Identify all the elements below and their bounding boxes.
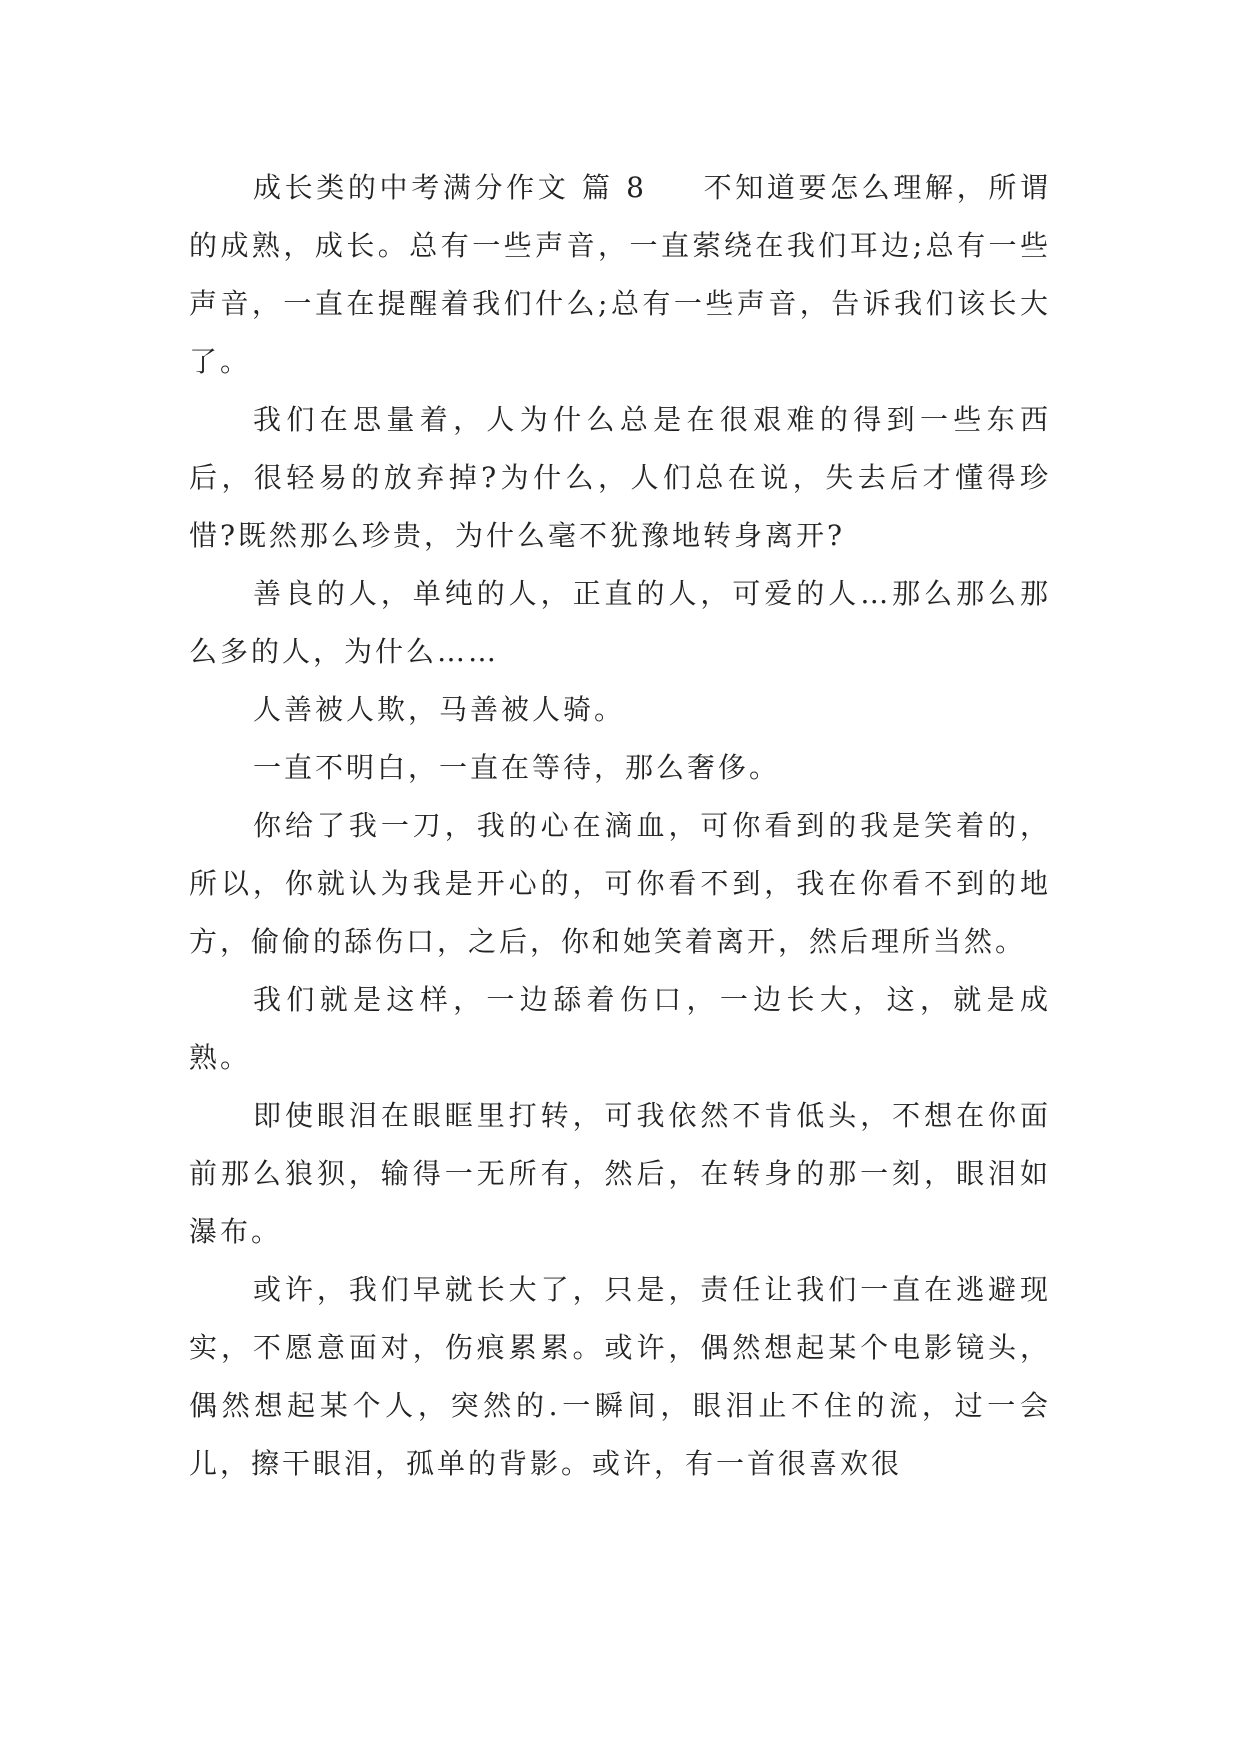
paragraph-8: 即使眼泪在眼眶里打转，可我依然不肯低头，不想在你面前那么狼狈，输得一无所有，然后，在转身的那一刻，眼泪如瀑布。 xyxy=(189,1099,1051,1248)
essay-body xyxy=(189,159,1051,1493)
paragraph-5: 一直不明白，一直在等待，那么奢侈。 xyxy=(253,751,781,784)
paragraph-text: 不知道要怎么理解，所谓的成熟，成长。总有一些声音，一直萦绕在我们耳边;总有一些声音，一直在提醒着我们什么;总有一些声音，告诉我们该长大了。 xyxy=(189,171,1051,378)
paragraph-2: 我们在思量着，人为什么总是在很艰难的得到一些东西后，很轻易的放弃掉?为什么，人们总在说，失去后才懂得珍惜?既然那么珍贵，为什么毫不犹豫地转身离开? xyxy=(189,403,1051,552)
paragraph-7: 我们就是这样，一边舔着伤口，一边长大，这，就是成熟。 xyxy=(189,983,1051,1074)
essay-heading: 成长类的中考满分作文 篇 8 xyxy=(253,171,647,204)
paragraph-6: 你给了我一刀，我的心在滴血，可你看到的我是笑着的，所以，你就认为我是开心的，可你看不到，我在你看不到的地方，偷偷的舔伤口，之后，你和她笑着离开，然后理所当然。 xyxy=(189,809,1051,958)
paragraph-9: 或许，我们早就长大了，只是，责任让我们一直在逃避现实，不愿意面对，伤痕累累。或许，偶然想起某个电影镜头，偶然想起某个人，突然的.一瞬间，眼泪止不住的流，过一会儿，擦干眼泪，孤单的背影。或许，有一首很喜欢很 xyxy=(189,1273,1051,1480)
paragraph-3: 善良的人，单纯的人，正直的人，可爱的人…那么那么那么多的人，为什么…… xyxy=(189,577,1051,668)
paragraph-1 xyxy=(189,159,1051,391)
paragraph-4: 人善被人欺，马善被人骑。 xyxy=(253,693,626,726)
